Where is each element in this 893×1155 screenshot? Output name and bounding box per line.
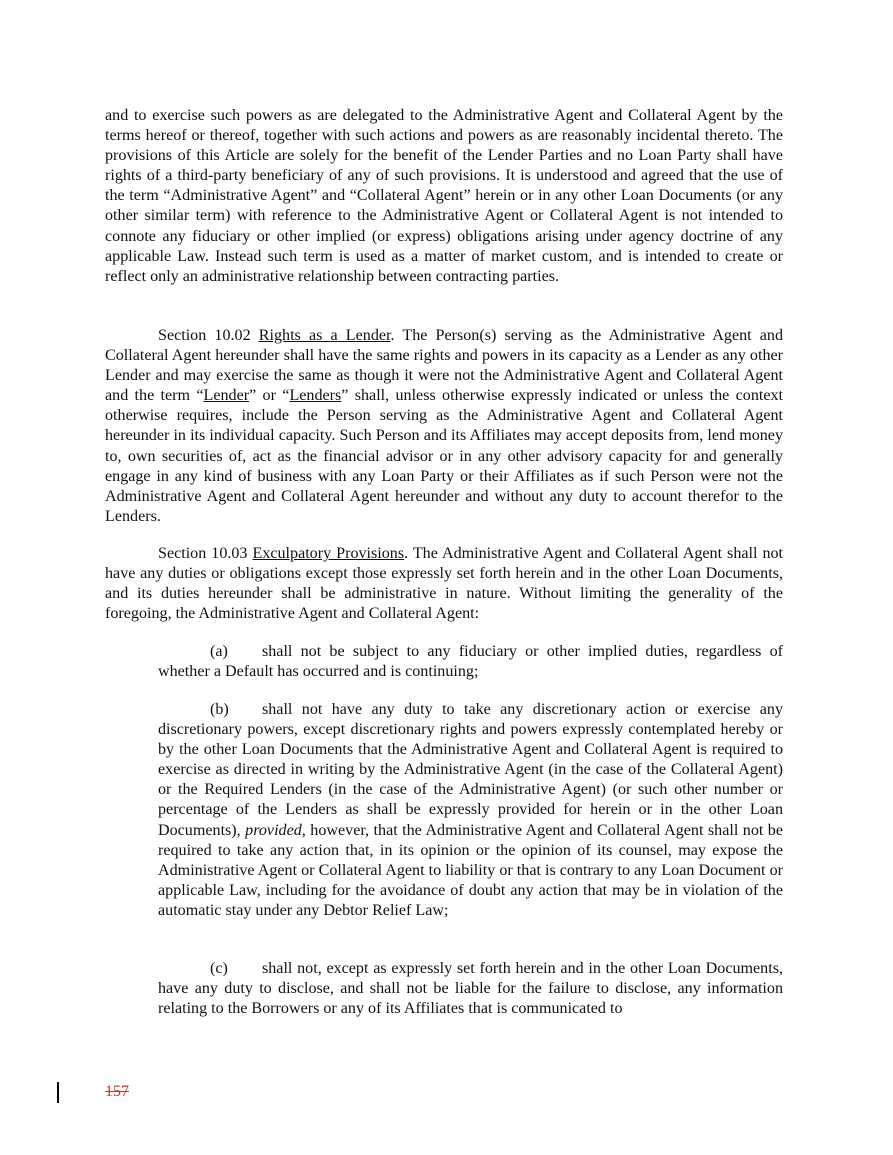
section-10-02 bbox=[105, 326, 783, 527]
change-bar bbox=[57, 1082, 59, 1103]
clause-b bbox=[158, 700, 783, 921]
clause-a bbox=[158, 642, 783, 682]
clause-b-italic: provided bbox=[245, 821, 302, 839]
section-10-03-text: . The Administrative Agent and Collateral Agent shall not have any duties or obligations except those expressly set forth herein and in the other Loan Documents, and its duties hereunder shall be administrative in nature. Without limiting the generality of the foregoing, the Administrative Agent and Collateral Agent: bbox=[105, 545, 784, 623]
clause-c-text: shall not, except as expressly set forth herein and in the other Loan Documents, have any duty to disclose, and shall not be liable for the failure to disclose, any information relating to the Borrowers or any of its Affiliates that is communicated to bbox=[158, 960, 783, 1018]
paragraph-continuation: and to exercise such powers as are delegated to the Administrative Agent and Collateral Agent by the terms hereof or thereof, together with such actions and powers as are reasonably incidental thereto. The provisions of this Article are solely for the benefit of the Lender Parties and no Loan Party shall have rights of a third-party beneficiary of any of such provisions. It is understood and agreed that the use of the term “Administrative Agent” and “Collateral Agent” herein or in any other Loan Documents (or any other similar term) with reference to the Administrative Agent or Collateral Agent is not intended to connote any fiduciary or other implied (or express) obligations arising under agency doctrine of any applicable Law. Instead such term is used as a matter of market custom, and is intended to create or reflect only an administrative relationship between contracting parties. bbox=[105, 107, 783, 285]
clause-c-label: (c) bbox=[210, 960, 228, 977]
section-10-02-heading: Rights as a Lender bbox=[258, 327, 391, 344]
defined-term-lenders: Lenders bbox=[289, 387, 342, 405]
section-10-02-text-b: ” or “ bbox=[249, 387, 290, 405]
clause-b-text-a: shall not have any duty to take any discretionary action or exercise any discretionary powers, except discretionary rights and powers expressly contemplated hereby or by the other Loan Documents that the Administrative Agent and Collateral Agent is required to exercise as directed in writing by the Administrative Agent (in the case of the Collateral Agent) or the Required Lenders (in the case of the Administrative Agent) (or such other number or percentage of the Lenders as shall be expressly provided for herein or in the other Loan Documents), bbox=[158, 701, 783, 839]
section-10-03 bbox=[105, 544, 783, 624]
clause-a-label: (a) bbox=[210, 643, 228, 660]
defined-term-lender: Lender bbox=[203, 387, 250, 405]
clause-b-text-b: , however, that the Administrative Agent and Collateral Agent shall not be required to take any action that, in its opinion or the opinion of its counsel, may expose the Administrative Agent or Collateral Agent to liability or that is contrary to any Loan Document or applicable Law, including for the avoidance of doubt any action that may be in violation of the automatic stay under any Debtor Relief Law; bbox=[158, 821, 784, 919]
clause-b-label: (b) bbox=[210, 701, 229, 718]
section-10-02-text-c: ” shall, unless otherwise expressly indicated or unless the context otherwise requires, include the Person serving as the Administrative Agent and Collateral Agent hereunder in its individual capacity. Such Person and its Affiliates may accept deposits from, lend money to, own securities of, act as the financial advisor or in any other advisory capacity for and generally engage in any kind of business with any Loan Party or their Affiliates as if such Person were not the Administrative Agent and Collateral Agent hereunder and without any duty to account therefor to the Lenders. bbox=[105, 387, 783, 525]
section-10-02-prefix: Section 10.02 bbox=[158, 327, 259, 344]
section-10-02-text-a: . The Person(s) serving as the Administrative Agent and Collateral Agent hereunder shall have the same rights and powers in its capacity as a Lender as any other Lender and may exercise the same as though it were not the Administrative Agent and Collateral Agent and the term “ bbox=[105, 327, 784, 405]
page-number: 157 bbox=[105, 1083, 129, 1100]
section-10-03-heading: Exculpatory Provisions bbox=[252, 545, 405, 562]
clause-c bbox=[158, 959, 783, 1019]
section-10-03-prefix: Section 10.03 bbox=[158, 545, 253, 562]
clause-a-text: shall not be subject to any fiduciary or other implied duties, regardless of whether a Default has occurred and is continuing; bbox=[158, 643, 783, 681]
